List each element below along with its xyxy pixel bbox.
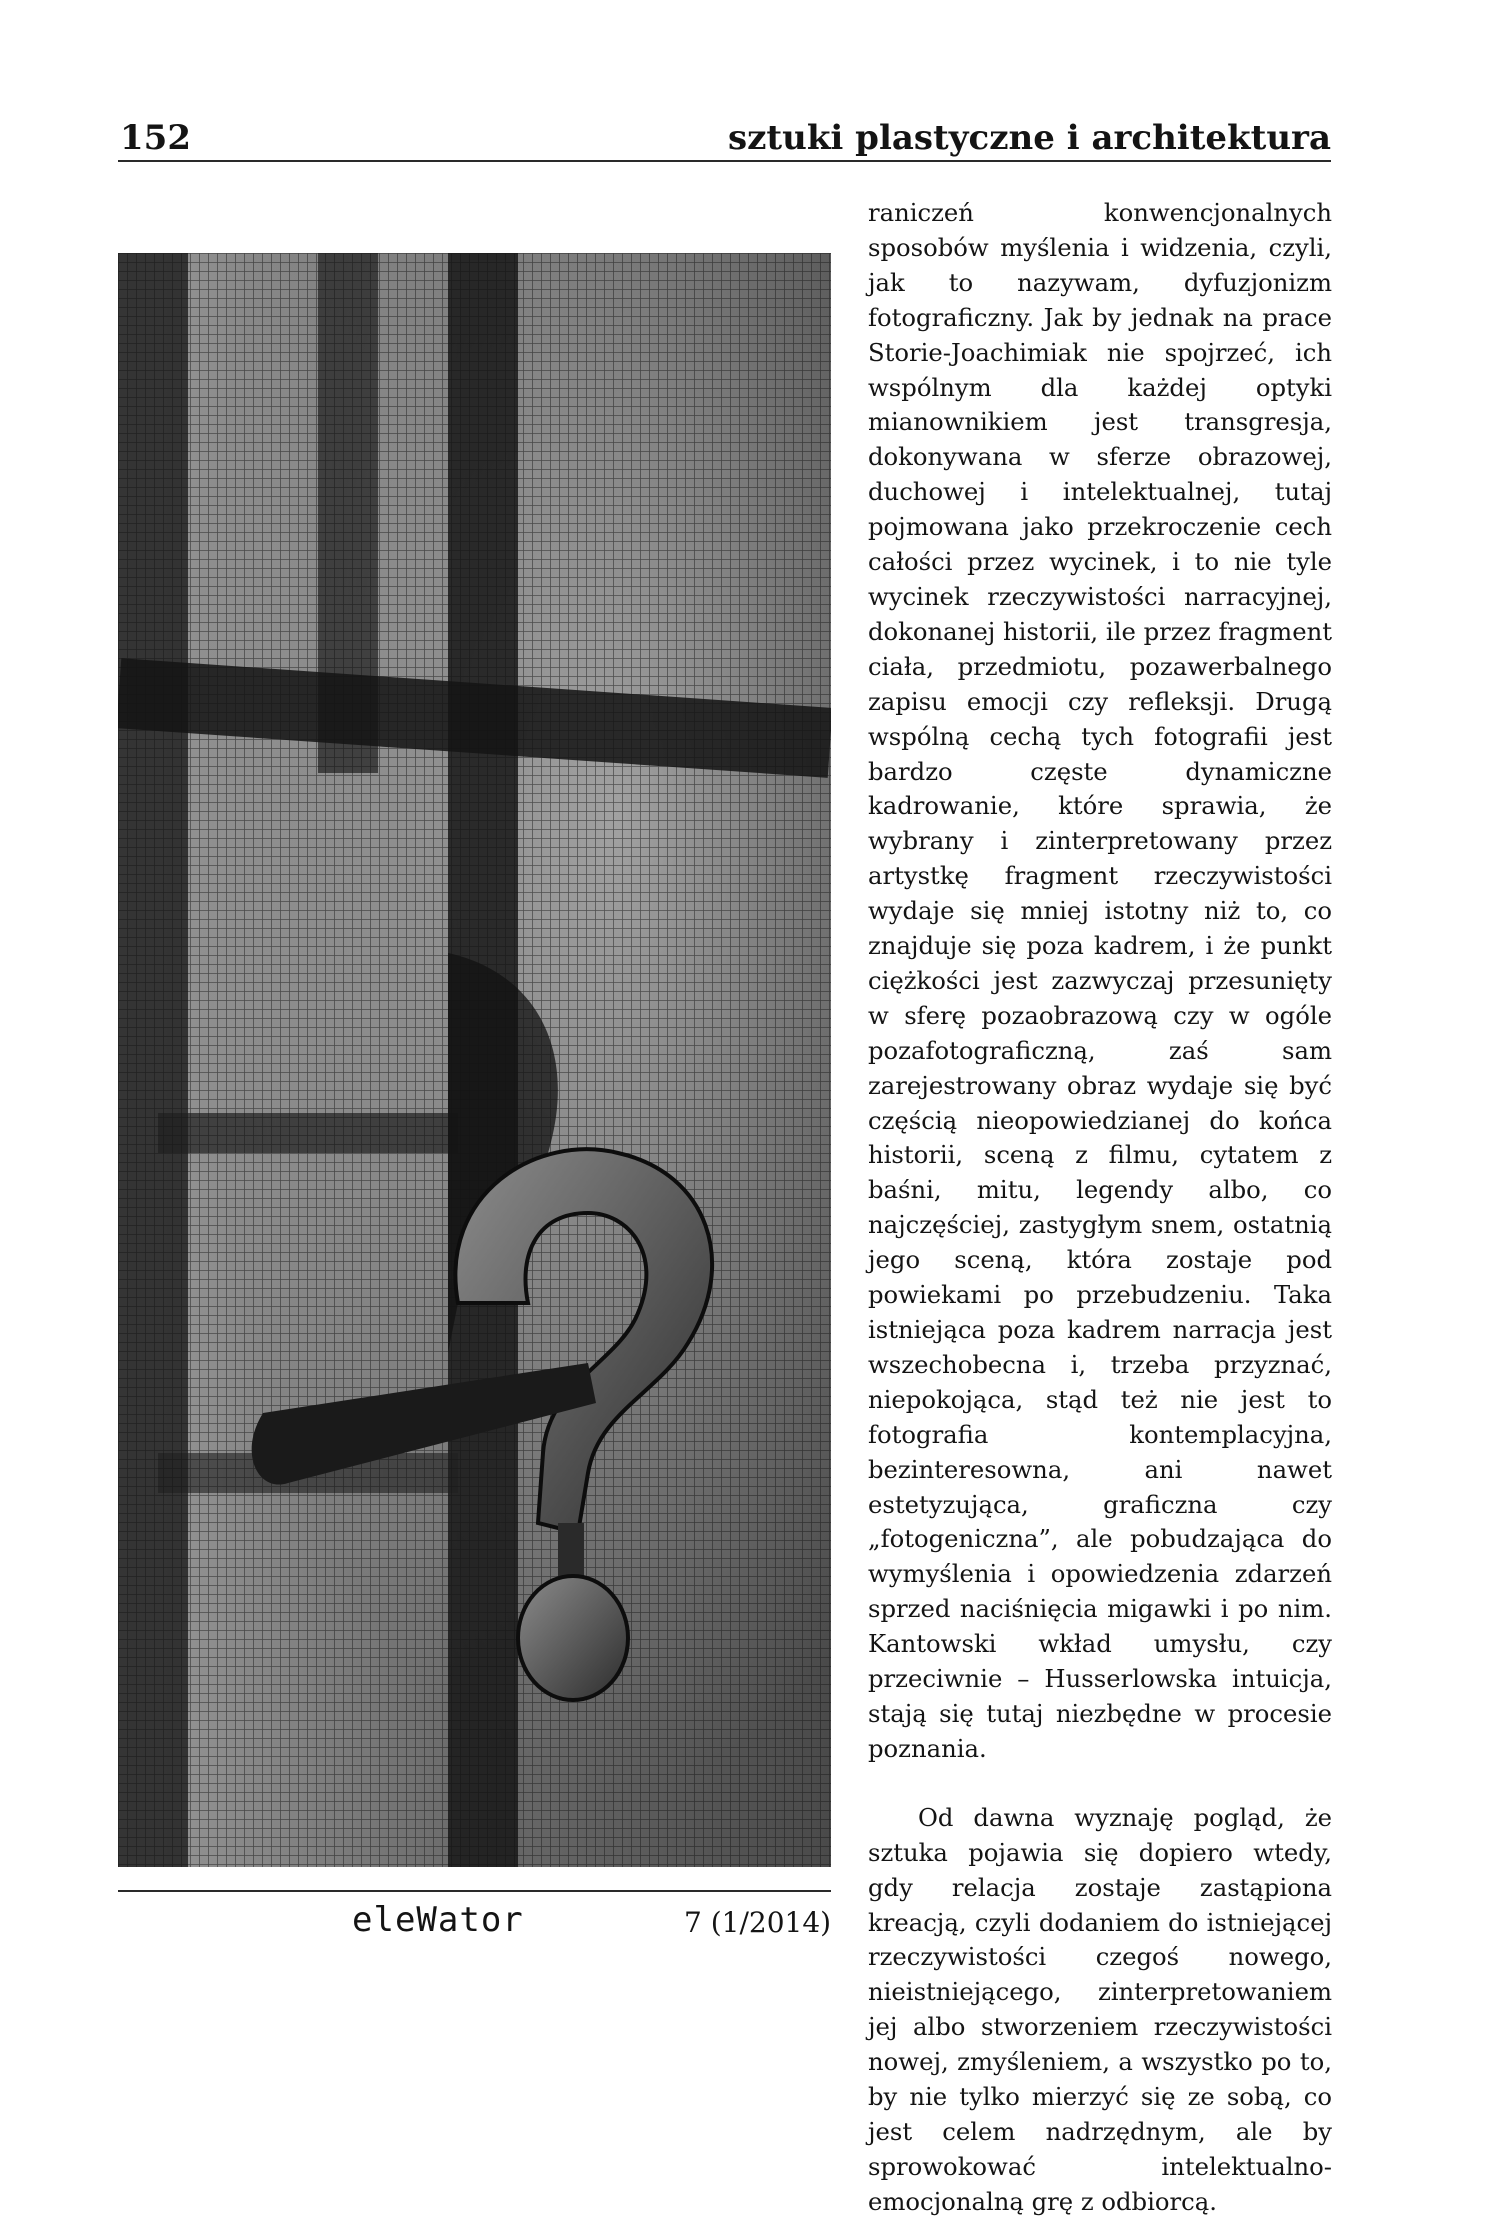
paragraph-2: Od dawna wyznaję pogląd, że sztuka pojawia się dopiero wtedy, gdy relacja zostaje zastąpiona kreacją, czyli dodaniem do istniejącej rzeczywistości czegoś nowego, nieistniejącego, zinterpretowaniem jej albo stworzeniem rzeczywistości nowej, zmyśleniem, a wszystko po to, by nie tylko mierzyć się ze sobą, co jest celem nadrzędnym, ale by sprowokować intelektualno-emocjonalną grę z odbiorcą. [868,1802,1332,2216]
issue-number: 7 (1/2014) [684,1906,832,1939]
page-number: 152 [120,118,191,158]
footer-divider [118,1890,831,1892]
paragraph-1: raniczeń konwencjonalnych sposobów myślenia i widzenia, czyli, jak to nazywam, dyfuzjonizm fotograficzny. Jak by jednak na prace Storie-Joachimiak nie spojrzeć, ich wspólnym dla każdej optyki mianownikiem jest transgresja, dokonywana w sferze obrazowej, duchowej i intelektualnej, tutaj pojmowana jako przekroczenie cech całości przez wycinek, i to nie tyle wycinek rzeczywistości narracyjnej, dokonanej historii, ile przez fragment ciała, przedmiotu, pozawerbalnego zapisu emocji czy refleksji. Drugą wspólną cechą tych fotografii jest bardzo częste dynamiczne kadrowanie, które sprawia, że wybrany i zinterpretowany przez artystkę fragment rzeczywistości wydaje się mniej istotny niż to, co znajduje się poza kadrem, i że punkt ciężkości jest zazwyczaj przesunięty w sferę pozaobrazową czy w ogóle pozafotograficzną, zaś sam zarejestrowany obraz wydaje się być częścią nieopowiedzianej do końca historii, sceną z filmu, cytatem z baśni, mitu, legendy albo, co najczęściej, zastygłym snem, ostatnią jego sceną, która zostaje pod powiekami po przebudzeniu. Taka istniejąca poza kadrem narracja jest wszechobecna i, trzeba przyznać, niepokojąca, stąd też nie jest to fotografia kontemplacyjna, bezinteresowna, ani nawet estetyzująca, graficzna czy „fotogeniczna”, ale pobudzająca do wymyślenia i opowiedzenia zdarzeń sprzed naciśnięcia migawki i po nim. Kantowski wkład umysłu, czy przeciwnie – Husserlowska intuicja, stają się tutaj niezbędne w procesie poznania. [868,198,1332,1763]
section-title: sztuki plastyczne i architektura [727,118,1331,158]
page-header [118,116,1331,162]
magazine-brand: eleWator [352,1900,524,1940]
article-text [868,196,1332,2220]
photo-door-handle-icon [118,253,831,1867]
